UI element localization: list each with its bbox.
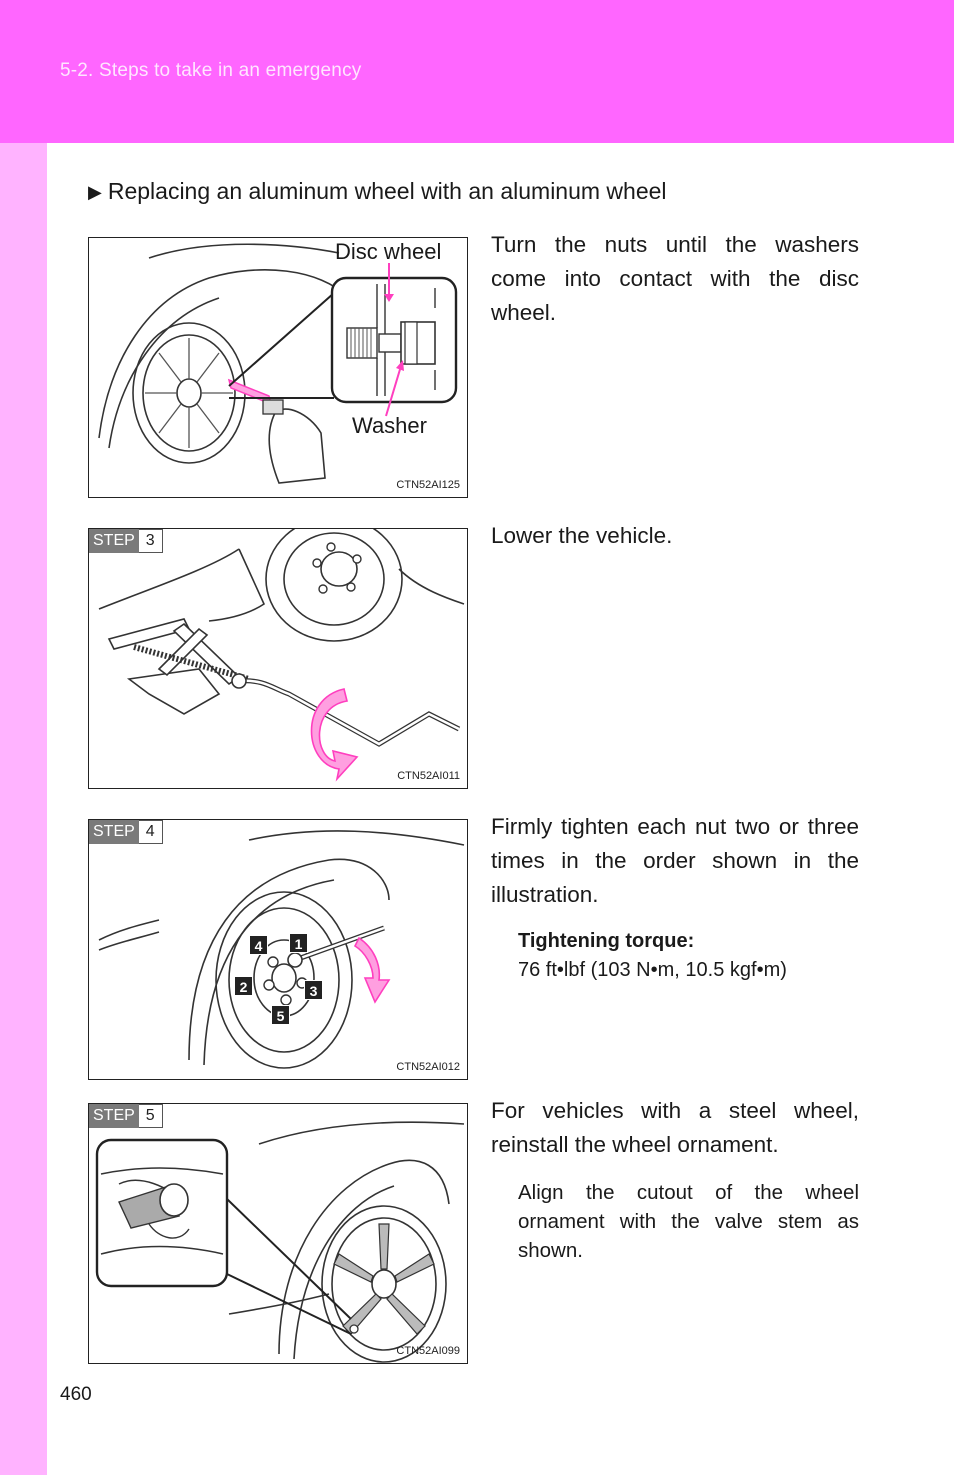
torque-label: Tightening torque: bbox=[518, 930, 695, 952]
step-tag-5 bbox=[89, 1104, 163, 1128]
step-text-ornament: For vehicles with a steel wheel, reinstall the wheel ornament. bbox=[491, 1098, 859, 1157]
page-number: 460 bbox=[60, 1384, 92, 1405]
step-text-washers: Turn the nuts until the washers come into contact with the disc wheel. bbox=[491, 232, 859, 325]
figure-tighten-nuts bbox=[88, 819, 468, 1080]
section-path: 5-2. Steps to take in an emergency bbox=[60, 60, 362, 81]
step-word: STEP bbox=[89, 820, 139, 844]
figure-lower-vehicle bbox=[88, 528, 468, 789]
section-heading bbox=[88, 178, 667, 205]
step-text-lower: Lower the vehicle. bbox=[491, 523, 673, 548]
step-number: 5 bbox=[139, 1104, 163, 1128]
step-number: 3 bbox=[139, 529, 163, 553]
step-word: STEP bbox=[89, 529, 139, 553]
step-word: STEP bbox=[89, 1104, 139, 1128]
callout-disc-wheel: Disc wheel bbox=[335, 239, 442, 264]
tighten-illustration bbox=[89, 820, 468, 1080]
figure-code: CTN52AI011 bbox=[397, 770, 460, 782]
triangle-bullet-icon: ▶ bbox=[88, 182, 102, 202]
figure-code: CTN52AI012 bbox=[396, 1061, 460, 1073]
step-tag-3 bbox=[89, 529, 163, 553]
side-band bbox=[0, 143, 47, 1475]
order-badge-4: 4 bbox=[249, 935, 268, 955]
ornament-illustration bbox=[89, 1104, 468, 1364]
order-badge-2: 2 bbox=[234, 976, 253, 996]
callout-washer: Washer bbox=[352, 413, 427, 438]
figure-wheel-ornament bbox=[88, 1103, 468, 1364]
step-tag-4 bbox=[89, 820, 163, 844]
order-badge-5: 5 bbox=[271, 1005, 290, 1025]
ornament-note: Align the cutout of the wheel ornament with the valve stem as shown. bbox=[518, 1181, 859, 1262]
figure-code: CTN52AI099 bbox=[396, 1345, 460, 1357]
torque-spec bbox=[518, 927, 859, 985]
step-number: 4 bbox=[139, 820, 163, 844]
step-text-tighten: Firmly tighten each nut two or three times in the order shown in the illustration. bbox=[491, 814, 859, 907]
torque-value: 76 ft•lbf (103 N•m, 10.5 kgf•m) bbox=[518, 959, 787, 981]
figure-code: CTN52AI125 bbox=[396, 479, 460, 491]
section-heading-text: Replacing an aluminum wheel with an aluminum wheel bbox=[107, 178, 667, 204]
jack-illustration bbox=[89, 529, 468, 789]
order-badge-1: 1 bbox=[289, 933, 308, 953]
order-badge-3: 3 bbox=[304, 980, 323, 1000]
wheel-nut-illustration bbox=[89, 238, 468, 498]
figure-wheel-nut bbox=[88, 237, 468, 498]
